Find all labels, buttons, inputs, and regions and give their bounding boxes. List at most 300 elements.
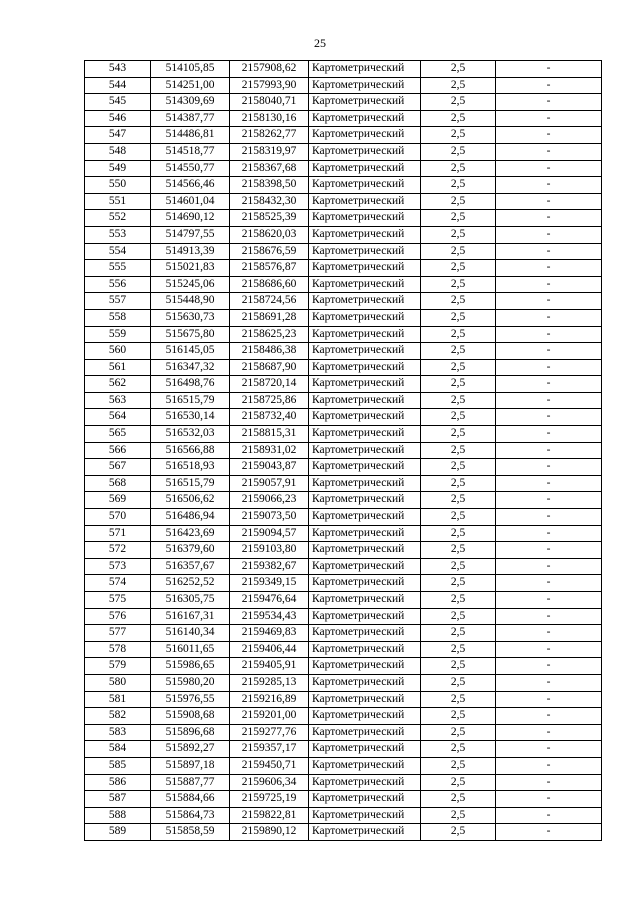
- table-row: [85, 824, 602, 841]
- accuracy-cell: 2,5: [421, 226, 496, 243]
- method-cell: Картометрический: [309, 143, 421, 160]
- page-number: 25: [314, 36, 326, 50]
- x-coordinate-cell: 515986,65: [151, 658, 230, 675]
- x-coordinate-cell: 515864,73: [151, 807, 230, 824]
- note-cell: -: [496, 243, 602, 260]
- point-number-cell: 586: [85, 774, 151, 791]
- note-cell: -: [496, 558, 602, 575]
- point-number-cell: 587: [85, 791, 151, 808]
- x-coordinate-cell: 515892,27: [151, 741, 230, 758]
- accuracy-cell: 2,5: [421, 525, 496, 542]
- table-row: [85, 708, 602, 725]
- accuracy-cell: 2,5: [421, 276, 496, 293]
- accuracy-cell: 2,5: [421, 61, 496, 78]
- y-coordinate-cell: 2159450,71: [230, 757, 309, 774]
- accuracy-cell: 2,5: [421, 608, 496, 625]
- table-row: [85, 359, 602, 376]
- x-coordinate-cell: 515021,83: [151, 260, 230, 277]
- note-cell: -: [496, 774, 602, 791]
- note-cell: -: [496, 824, 602, 841]
- note-cell: -: [496, 807, 602, 824]
- note-cell: -: [496, 475, 602, 492]
- table-row: [85, 442, 602, 459]
- note-cell: -: [496, 127, 602, 144]
- y-coordinate-cell: 2159057,91: [230, 475, 309, 492]
- note-cell: -: [496, 177, 602, 194]
- table-row: [85, 243, 602, 260]
- point-number-cell: 551: [85, 193, 151, 210]
- y-coordinate-cell: 2158931,02: [230, 442, 309, 459]
- accuracy-cell: 2,5: [421, 658, 496, 675]
- x-coordinate-cell: 516486,94: [151, 509, 230, 526]
- table-row: [85, 276, 602, 293]
- y-coordinate-cell: 2157908,62: [230, 61, 309, 78]
- point-number-cell: 560: [85, 343, 151, 360]
- method-cell: Картометрический: [309, 708, 421, 725]
- table-row: [85, 807, 602, 824]
- note-cell: -: [496, 492, 602, 509]
- point-number-cell: 546: [85, 110, 151, 127]
- note-cell: -: [496, 459, 602, 476]
- x-coordinate-cell: 516515,79: [151, 392, 230, 409]
- x-coordinate-cell: 515980,20: [151, 674, 230, 691]
- method-cell: Картометрический: [309, 625, 421, 642]
- table-row: [85, 608, 602, 625]
- x-coordinate-cell: 516506,62: [151, 492, 230, 509]
- note-cell: -: [496, 143, 602, 160]
- y-coordinate-cell: 2159469,83: [230, 625, 309, 642]
- method-cell: Картометрический: [309, 807, 421, 824]
- point-number-cell: 578: [85, 641, 151, 658]
- method-cell: Картометрический: [309, 691, 421, 708]
- point-number-cell: 561: [85, 359, 151, 376]
- accuracy-cell: 2,5: [421, 243, 496, 260]
- method-cell: Картометрический: [309, 475, 421, 492]
- point-number-cell: 577: [85, 625, 151, 642]
- y-coordinate-cell: 2157993,90: [230, 77, 309, 94]
- method-cell: Картометрический: [309, 542, 421, 559]
- x-coordinate-cell: 515884,66: [151, 791, 230, 808]
- table-row: [85, 326, 602, 343]
- y-coordinate-cell: 2158576,87: [230, 260, 309, 277]
- accuracy-cell: 2,5: [421, 293, 496, 310]
- point-number-cell: 549: [85, 160, 151, 177]
- x-coordinate-cell: 514601,04: [151, 193, 230, 210]
- point-number-cell: 579: [85, 658, 151, 675]
- x-coordinate-cell: 515675,80: [151, 326, 230, 343]
- accuracy-cell: 2,5: [421, 392, 496, 409]
- accuracy-cell: 2,5: [421, 708, 496, 725]
- x-coordinate-cell: 516140,34: [151, 625, 230, 642]
- point-number-cell: 576: [85, 608, 151, 625]
- table-row: [85, 210, 602, 227]
- x-coordinate-cell: 514550,77: [151, 160, 230, 177]
- accuracy-cell: 2,5: [421, 210, 496, 227]
- method-cell: Картометрический: [309, 608, 421, 625]
- note-cell: -: [496, 426, 602, 443]
- x-coordinate-cell: 516532,03: [151, 426, 230, 443]
- y-coordinate-cell: 2159822,81: [230, 807, 309, 824]
- table-row: [85, 691, 602, 708]
- point-number-cell: 544: [85, 77, 151, 94]
- accuracy-cell: 2,5: [421, 757, 496, 774]
- y-coordinate-cell: 2158691,28: [230, 309, 309, 326]
- point-number-cell: 548: [85, 143, 151, 160]
- note-cell: -: [496, 343, 602, 360]
- table-row: [85, 61, 602, 78]
- note-cell: -: [496, 741, 602, 758]
- y-coordinate-cell: 2159103,80: [230, 542, 309, 559]
- y-coordinate-cell: 2159094,57: [230, 525, 309, 542]
- note-cell: -: [496, 392, 602, 409]
- y-coordinate-cell: 2159043,87: [230, 459, 309, 476]
- x-coordinate-cell: 515858,59: [151, 824, 230, 841]
- accuracy-cell: 2,5: [421, 77, 496, 94]
- method-cell: Картометрический: [309, 376, 421, 393]
- x-coordinate-cell: 516145,05: [151, 343, 230, 360]
- method-cell: Картометрический: [309, 309, 421, 326]
- accuracy-cell: 2,5: [421, 824, 496, 841]
- note-cell: -: [496, 708, 602, 725]
- y-coordinate-cell: 2158319,97: [230, 143, 309, 160]
- method-cell: Картометрический: [309, 509, 421, 526]
- accuracy-cell: 2,5: [421, 774, 496, 791]
- y-coordinate-cell: 2158815,31: [230, 426, 309, 443]
- x-coordinate-cell: 514797,55: [151, 226, 230, 243]
- table-row: [85, 193, 602, 210]
- accuracy-cell: 2,5: [421, 160, 496, 177]
- y-coordinate-cell: 2159216,89: [230, 691, 309, 708]
- x-coordinate-cell: 515976,55: [151, 691, 230, 708]
- y-coordinate-cell: 2158432,30: [230, 193, 309, 210]
- accuracy-cell: 2,5: [421, 791, 496, 808]
- x-coordinate-cell: 515887,77: [151, 774, 230, 791]
- y-coordinate-cell: 2159066,23: [230, 492, 309, 509]
- x-coordinate-cell: 516423,69: [151, 525, 230, 542]
- note-cell: -: [496, 77, 602, 94]
- x-coordinate-cell: 514251,00: [151, 77, 230, 94]
- point-number-cell: 575: [85, 592, 151, 609]
- table-row: [85, 293, 602, 310]
- x-coordinate-cell: 515448,90: [151, 293, 230, 310]
- table-row: [85, 426, 602, 443]
- point-number-cell: 555: [85, 260, 151, 277]
- note-cell: -: [496, 658, 602, 675]
- point-number-cell: 565: [85, 426, 151, 443]
- note-cell: -: [496, 625, 602, 642]
- x-coordinate-cell: 516252,52: [151, 575, 230, 592]
- method-cell: Картометрический: [309, 293, 421, 310]
- table-row: [85, 658, 602, 675]
- accuracy-cell: 2,5: [421, 641, 496, 658]
- note-cell: -: [496, 757, 602, 774]
- method-cell: Картометрический: [309, 724, 421, 741]
- y-coordinate-cell: 2159277,76: [230, 724, 309, 741]
- x-coordinate-cell: 516530,14: [151, 409, 230, 426]
- method-cell: Картометрический: [309, 392, 421, 409]
- note-cell: -: [496, 691, 602, 708]
- method-cell: Картометрический: [309, 641, 421, 658]
- point-number-cell: 569: [85, 492, 151, 509]
- note-cell: -: [496, 525, 602, 542]
- point-number-cell: 589: [85, 824, 151, 841]
- table-row: [85, 376, 602, 393]
- y-coordinate-cell: 2158625,23: [230, 326, 309, 343]
- y-coordinate-cell: 2158525,39: [230, 210, 309, 227]
- x-coordinate-cell: 516515,79: [151, 475, 230, 492]
- point-number-cell: 567: [85, 459, 151, 476]
- y-coordinate-cell: 2159285,13: [230, 674, 309, 691]
- x-coordinate-cell: 515908,68: [151, 708, 230, 725]
- method-cell: Картометрический: [309, 77, 421, 94]
- y-coordinate-cell: 2159349,15: [230, 575, 309, 592]
- table-row: [85, 143, 602, 160]
- y-coordinate-cell: 2159725,19: [230, 791, 309, 808]
- accuracy-cell: 2,5: [421, 691, 496, 708]
- point-number-cell: 568: [85, 475, 151, 492]
- point-number-cell: 554: [85, 243, 151, 260]
- accuracy-cell: 2,5: [421, 110, 496, 127]
- accuracy-cell: 2,5: [421, 409, 496, 426]
- y-coordinate-cell: 2159382,67: [230, 558, 309, 575]
- note-cell: -: [496, 592, 602, 609]
- accuracy-cell: 2,5: [421, 177, 496, 194]
- y-coordinate-cell: 2158620,03: [230, 226, 309, 243]
- method-cell: Картометрический: [309, 741, 421, 758]
- accuracy-cell: 2,5: [421, 741, 496, 758]
- accuracy-cell: 2,5: [421, 558, 496, 575]
- accuracy-cell: 2,5: [421, 625, 496, 642]
- note-cell: -: [496, 326, 602, 343]
- accuracy-cell: 2,5: [421, 442, 496, 459]
- point-number-cell: 580: [85, 674, 151, 691]
- x-coordinate-cell: 514913,39: [151, 243, 230, 260]
- x-coordinate-cell: 516566,88: [151, 442, 230, 459]
- method-cell: Картометрический: [309, 160, 421, 177]
- accuracy-cell: 2,5: [421, 674, 496, 691]
- point-number-cell: 556: [85, 276, 151, 293]
- accuracy-cell: 2,5: [421, 807, 496, 824]
- table-row: [85, 309, 602, 326]
- method-cell: Картометрический: [309, 658, 421, 675]
- x-coordinate-cell: 516305,75: [151, 592, 230, 609]
- y-coordinate-cell: 2158398,50: [230, 177, 309, 194]
- table-row: [85, 542, 602, 559]
- note-cell: -: [496, 293, 602, 310]
- point-number-cell: 573: [85, 558, 151, 575]
- y-coordinate-cell: 2158725,86: [230, 392, 309, 409]
- accuracy-cell: 2,5: [421, 492, 496, 509]
- method-cell: Картометрический: [309, 61, 421, 78]
- note-cell: -: [496, 442, 602, 459]
- accuracy-cell: 2,5: [421, 542, 496, 559]
- note-cell: -: [496, 409, 602, 426]
- y-coordinate-cell: 2158724,56: [230, 293, 309, 310]
- method-cell: Картометрический: [309, 359, 421, 376]
- y-coordinate-cell: 2159405,91: [230, 658, 309, 675]
- method-cell: Картометрический: [309, 674, 421, 691]
- point-number-cell: 547: [85, 127, 151, 144]
- method-cell: Картометрический: [309, 459, 421, 476]
- x-coordinate-cell: 516518,93: [151, 459, 230, 476]
- note-cell: -: [496, 309, 602, 326]
- y-coordinate-cell: 2158130,16: [230, 110, 309, 127]
- accuracy-cell: 2,5: [421, 127, 496, 144]
- accuracy-cell: 2,5: [421, 359, 496, 376]
- table-row: [85, 492, 602, 509]
- point-number-cell: 557: [85, 293, 151, 310]
- x-coordinate-cell: 514387,77: [151, 110, 230, 127]
- method-cell: Картометрический: [309, 757, 421, 774]
- x-coordinate-cell: 514486,81: [151, 127, 230, 144]
- x-coordinate-cell: 515630,73: [151, 309, 230, 326]
- point-number-cell: 571: [85, 525, 151, 542]
- method-cell: Картометрический: [309, 94, 421, 111]
- method-cell: Картометрический: [309, 243, 421, 260]
- y-coordinate-cell: 2158676,59: [230, 243, 309, 260]
- y-coordinate-cell: 2159534,43: [230, 608, 309, 625]
- method-cell: Картометрический: [309, 260, 421, 277]
- table-row: [85, 409, 602, 426]
- point-number-cell: 584: [85, 741, 151, 758]
- method-cell: Картометрический: [309, 575, 421, 592]
- table-row: [85, 641, 602, 658]
- y-coordinate-cell: 2158720,14: [230, 376, 309, 393]
- y-coordinate-cell: 2159073,50: [230, 509, 309, 526]
- method-cell: Картометрический: [309, 110, 421, 127]
- table-row: [85, 509, 602, 526]
- note-cell: -: [496, 210, 602, 227]
- point-number-cell: 582: [85, 708, 151, 725]
- accuracy-cell: 2,5: [421, 193, 496, 210]
- y-coordinate-cell: 2159476,64: [230, 592, 309, 609]
- table-body: [85, 61, 602, 841]
- x-coordinate-cell: 516498,76: [151, 376, 230, 393]
- table-row: [85, 160, 602, 177]
- method-cell: Картометрический: [309, 409, 421, 426]
- point-number-cell: 570: [85, 509, 151, 526]
- y-coordinate-cell: 2158486,38: [230, 343, 309, 360]
- note-cell: -: [496, 674, 602, 691]
- point-number-cell: 585: [85, 757, 151, 774]
- note-cell: -: [496, 608, 602, 625]
- y-coordinate-cell: 2158687,90: [230, 359, 309, 376]
- method-cell: Картометрический: [309, 326, 421, 343]
- note-cell: -: [496, 641, 602, 658]
- method-cell: Картометрический: [309, 592, 421, 609]
- method-cell: Картометрический: [309, 774, 421, 791]
- x-coordinate-cell: 516379,60: [151, 542, 230, 559]
- x-coordinate-cell: 514518,77: [151, 143, 230, 160]
- table-row: [85, 592, 602, 609]
- point-number-cell: 553: [85, 226, 151, 243]
- x-coordinate-cell: 515897,18: [151, 757, 230, 774]
- method-cell: Картометрический: [309, 426, 421, 443]
- method-cell: Картометрический: [309, 127, 421, 144]
- table-row: [85, 177, 602, 194]
- x-coordinate-cell: 516357,67: [151, 558, 230, 575]
- x-coordinate-cell: 514309,69: [151, 94, 230, 111]
- y-coordinate-cell: 2158262,77: [230, 127, 309, 144]
- point-number-cell: 588: [85, 807, 151, 824]
- point-number-cell: 550: [85, 177, 151, 194]
- accuracy-cell: 2,5: [421, 343, 496, 360]
- accuracy-cell: 2,5: [421, 260, 496, 277]
- note-cell: -: [496, 575, 602, 592]
- method-cell: Картометрический: [309, 177, 421, 194]
- accuracy-cell: 2,5: [421, 326, 496, 343]
- table-row: [85, 260, 602, 277]
- table-row: [85, 558, 602, 575]
- note-cell: -: [496, 724, 602, 741]
- table-row: [85, 226, 602, 243]
- y-coordinate-cell: 2158732,40: [230, 409, 309, 426]
- note-cell: -: [496, 509, 602, 526]
- accuracy-cell: 2,5: [421, 309, 496, 326]
- method-cell: Картометрический: [309, 824, 421, 841]
- table-row: [85, 459, 602, 476]
- x-coordinate-cell: 514690,12: [151, 210, 230, 227]
- point-number-cell: 566: [85, 442, 151, 459]
- point-number-cell: 564: [85, 409, 151, 426]
- note-cell: -: [496, 226, 602, 243]
- coordinates-table: [84, 60, 602, 841]
- accuracy-cell: 2,5: [421, 376, 496, 393]
- method-cell: Картометрический: [309, 276, 421, 293]
- y-coordinate-cell: 2158040,71: [230, 94, 309, 111]
- point-number-cell: 583: [85, 724, 151, 741]
- note-cell: -: [496, 160, 602, 177]
- table-row: [85, 127, 602, 144]
- point-number-cell: 563: [85, 392, 151, 409]
- table-row: [85, 525, 602, 542]
- y-coordinate-cell: 2159201,00: [230, 708, 309, 725]
- method-cell: Картометрический: [309, 558, 421, 575]
- table-row: [85, 741, 602, 758]
- note-cell: -: [496, 276, 602, 293]
- point-number-cell: 562: [85, 376, 151, 393]
- table-row: [85, 77, 602, 94]
- method-cell: Картометрический: [309, 492, 421, 509]
- point-number-cell: 545: [85, 94, 151, 111]
- x-coordinate-cell: 514105,85: [151, 61, 230, 78]
- note-cell: -: [496, 110, 602, 127]
- point-number-cell: 572: [85, 542, 151, 559]
- accuracy-cell: 2,5: [421, 143, 496, 160]
- accuracy-cell: 2,5: [421, 94, 496, 111]
- method-cell: Картометрический: [309, 525, 421, 542]
- table-row: [85, 343, 602, 360]
- method-cell: Картометрический: [309, 210, 421, 227]
- table-row: [85, 392, 602, 409]
- table-row: [85, 724, 602, 741]
- table-row: [85, 757, 602, 774]
- x-coordinate-cell: 515245,06: [151, 276, 230, 293]
- y-coordinate-cell: 2158686,60: [230, 276, 309, 293]
- table-row: [85, 674, 602, 691]
- point-number-cell: 543: [85, 61, 151, 78]
- point-number-cell: 559: [85, 326, 151, 343]
- accuracy-cell: 2,5: [421, 459, 496, 476]
- method-cell: Картометрический: [309, 343, 421, 360]
- x-coordinate-cell: 516347,32: [151, 359, 230, 376]
- point-number-cell: 558: [85, 309, 151, 326]
- note-cell: -: [496, 791, 602, 808]
- x-coordinate-cell: 516011,65: [151, 641, 230, 658]
- table-row: [85, 791, 602, 808]
- note-cell: -: [496, 61, 602, 78]
- note-cell: -: [496, 193, 602, 210]
